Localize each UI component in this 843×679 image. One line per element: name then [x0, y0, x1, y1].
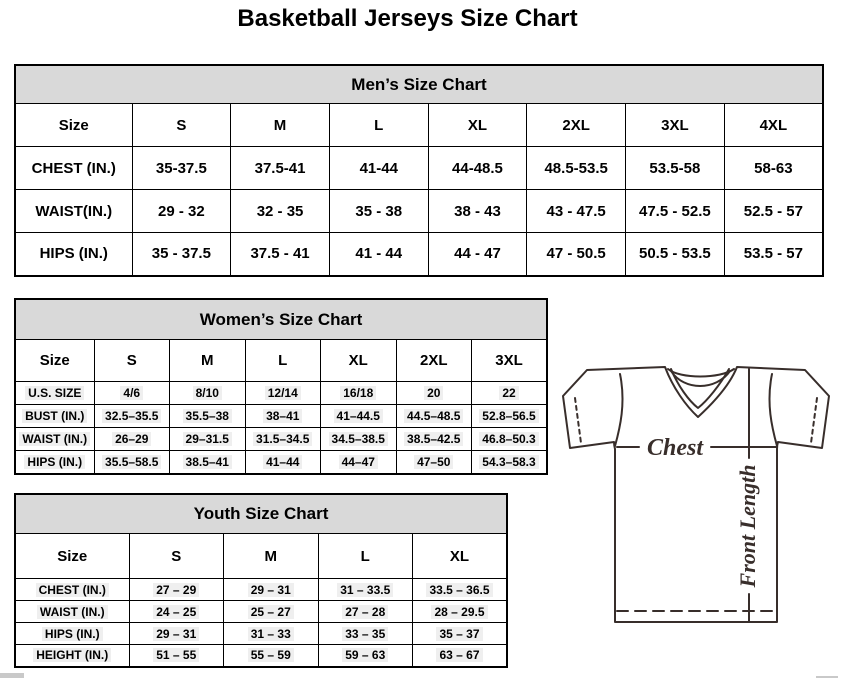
- cell-text: HEIGHT (IN.): [33, 648, 111, 662]
- cell-text: 35 – 37: [436, 627, 482, 641]
- women-value-cell: [170, 451, 246, 474]
- women-value-cell: [94, 428, 170, 451]
- men-value-cell: 53.5-58: [626, 147, 725, 190]
- cell-text: 32.5–35.5: [102, 409, 161, 423]
- cell-text: 38.5–42.5: [404, 432, 463, 446]
- men-value-cell: 38 - 43: [428, 190, 527, 233]
- cell-text: 4/6: [120, 386, 143, 400]
- cell-text: 55 – 59: [248, 648, 294, 662]
- youth-value-cell: [413, 601, 508, 623]
- cell-text: 27 – 28: [342, 605, 388, 619]
- cell-text: WAIST (IN.): [37, 605, 108, 619]
- cell-text: 28 – 29.5: [431, 605, 487, 619]
- men-row-label: CHEST (IN.): [15, 147, 132, 190]
- women-size-col-3: L: [245, 340, 321, 382]
- women-value-cell: [472, 382, 548, 405]
- youth-value-cell: [224, 579, 319, 601]
- women-size-col-0: Size: [15, 340, 94, 382]
- women-row-label: [15, 405, 94, 428]
- cell-text: CHEST (IN.): [36, 583, 109, 597]
- cell-text: 52.8–56.5: [479, 409, 538, 423]
- youth-row-label: [15, 623, 129, 645]
- youth-chart-title: Youth Size Chart: [15, 494, 507, 534]
- youth-value-cell: [413, 645, 508, 667]
- men-size-col-4: XL: [428, 104, 527, 147]
- cell-text: 41–44.5: [334, 409, 383, 423]
- youth-row-label: [15, 579, 129, 601]
- cell-text: 31 – 33.5: [337, 583, 393, 597]
- men-value-cell: 47.5 - 52.5: [626, 190, 725, 233]
- youth-size-col-4: XL: [413, 534, 508, 579]
- cell-text: 24 – 25: [153, 605, 199, 619]
- table-title-row: [15, 65, 823, 104]
- cell-text: 27 – 29: [153, 583, 199, 597]
- women-value-cell: [245, 382, 321, 405]
- men-value-cell: 44-48.5: [428, 147, 527, 190]
- cell-text: 38–41: [263, 409, 302, 423]
- men-size-col-1: S: [132, 104, 231, 147]
- cell-text: HIPS (IN.): [42, 627, 103, 641]
- women-value-cell: [396, 382, 472, 405]
- men-value-cell: 37.5-41: [231, 147, 330, 190]
- men-value-cell: 41 - 44: [329, 233, 428, 276]
- men-value-cell: 35 - 37.5: [132, 233, 231, 276]
- table-row: [15, 147, 823, 190]
- cell-text: 31 – 33: [248, 627, 294, 641]
- youth-value-cell: [129, 645, 224, 667]
- men-value-cell: 43 - 47.5: [527, 190, 626, 233]
- table-row: [15, 428, 547, 451]
- men-value-cell: 58-63: [724, 147, 823, 190]
- size-header-row: [15, 340, 547, 382]
- women-value-cell: [245, 405, 321, 428]
- table-row: [15, 382, 547, 405]
- youth-size-col-1: S: [129, 534, 224, 579]
- men-value-cell: 52.5 - 57: [724, 190, 823, 233]
- cell-text: 38.5–41: [183, 455, 232, 469]
- cell-text: 12/14: [265, 386, 301, 400]
- women-value-cell: [472, 405, 548, 428]
- men-row-label: WAIST(IN.): [15, 190, 132, 233]
- women-size-col-2: M: [170, 340, 246, 382]
- men-size-col-5: 2XL: [527, 104, 626, 147]
- womens-size-chart-table: [14, 298, 548, 475]
- cell-text: 54.3–58.3: [479, 455, 538, 469]
- cell-text: 22: [499, 386, 518, 400]
- table-row: [15, 623, 507, 645]
- women-value-cell: [94, 405, 170, 428]
- cell-text: 31.5–34.5: [253, 432, 312, 446]
- cell-text: 34.5–38.5: [329, 432, 388, 446]
- cell-text: WAIST (IN.): [19, 432, 90, 446]
- women-row-label: [15, 382, 94, 405]
- horizontal-scrollbar-thumb[interactable]: [0, 673, 24, 678]
- cell-text: BUST (IN.): [22, 409, 87, 423]
- cell-text: HIPS (IN.): [24, 455, 85, 469]
- women-value-cell: [396, 451, 472, 474]
- women-value-cell: [94, 382, 170, 405]
- women-value-cell: [396, 428, 472, 451]
- women-value-cell: [321, 382, 397, 405]
- women-value-cell: [245, 451, 321, 474]
- cell-text: 44.5–48.5: [404, 409, 463, 423]
- women-value-cell: [321, 428, 397, 451]
- men-value-cell: 35 - 38: [329, 190, 428, 233]
- women-size-col-5: 2XL: [396, 340, 472, 382]
- youth-value-cell: [224, 623, 319, 645]
- women-value-cell: [170, 405, 246, 428]
- table-row: [15, 405, 547, 428]
- youth-value-cell: [318, 579, 413, 601]
- youth-value-cell: [413, 579, 508, 601]
- jersey-measurement-diagram: [558, 358, 842, 630]
- cell-text: 25 – 27: [248, 605, 294, 619]
- youth-value-cell: [318, 601, 413, 623]
- men-size-col-7: 4XL: [724, 104, 823, 147]
- table-title-row: [15, 494, 507, 534]
- table-row: [15, 579, 507, 601]
- youth-value-cell: [224, 645, 319, 667]
- men-value-cell: 35-37.5: [132, 147, 231, 190]
- youth-value-cell: [318, 645, 413, 667]
- men-value-cell: 44 - 47: [428, 233, 527, 276]
- men-value-cell: 48.5-53.5: [527, 147, 626, 190]
- cell-text: 41–44: [263, 455, 302, 469]
- table-row: [15, 451, 547, 474]
- men-value-cell: 53.5 - 57: [724, 233, 823, 276]
- cell-text: 26–29: [112, 432, 151, 446]
- men-value-cell: 32 - 35: [231, 190, 330, 233]
- youth-value-cell: [318, 623, 413, 645]
- cell-text: 16/18: [340, 386, 376, 400]
- chest-label: Chest: [646, 435, 704, 461]
- women-value-cell: [472, 451, 548, 474]
- mens-size-chart-table: [14, 64, 824, 277]
- cell-text: 29 – 31: [248, 583, 294, 597]
- men-size-col-6: 3XL: [626, 104, 725, 147]
- cell-text: 8/10: [193, 386, 222, 400]
- youth-size-col-2: M: [224, 534, 319, 579]
- men-row-label: HIPS (IN.): [15, 233, 132, 276]
- cell-text: 20: [424, 386, 443, 400]
- table-row: [15, 233, 823, 276]
- women-value-cell: [94, 451, 170, 474]
- youth-size-col-0: Size: [15, 534, 129, 579]
- table-row: [15, 601, 507, 623]
- men-size-col-2: M: [231, 104, 330, 147]
- scrollbar-fragment[interactable]: [816, 676, 838, 678]
- cell-text: 35.5–38: [183, 409, 232, 423]
- women-value-cell: [170, 382, 246, 405]
- women-row-label: [15, 451, 94, 474]
- women-row-label: [15, 428, 94, 451]
- front-length-label: Front Length: [735, 464, 760, 588]
- table-title-row: [15, 299, 547, 340]
- cell-text: 51 – 55: [153, 648, 199, 662]
- cell-text: 47–50: [414, 455, 453, 469]
- youth-value-cell: [129, 579, 224, 601]
- youth-value-cell: [129, 623, 224, 645]
- men-size-col-3: L: [329, 104, 428, 147]
- youth-size-chart-table: [14, 493, 508, 668]
- cell-text: U.S. SIZE: [25, 386, 84, 400]
- youth-value-cell: [413, 623, 508, 645]
- cell-text: 44–47: [339, 455, 378, 469]
- size-header-row: [15, 534, 507, 579]
- men-chart-title: Men’s Size Chart: [15, 65, 823, 104]
- women-chart-title: Women’s Size Chart: [15, 299, 547, 340]
- men-size-col-0: Size: [15, 104, 132, 147]
- youth-value-cell: [224, 601, 319, 623]
- men-value-cell: 50.5 - 53.5: [626, 233, 725, 276]
- youth-row-label: [15, 645, 129, 667]
- cell-text: 63 – 67: [436, 648, 482, 662]
- women-value-cell: [321, 451, 397, 474]
- men-value-cell: 37.5 - 41: [231, 233, 330, 276]
- cell-text: 33.5 – 36.5: [426, 583, 492, 597]
- women-size-col-6: 3XL: [472, 340, 548, 382]
- youth-value-cell: [129, 601, 224, 623]
- cell-text: 59 – 63: [342, 648, 388, 662]
- cell-text: 29–31.5: [183, 432, 232, 446]
- cell-text: 35.5–58.5: [102, 455, 161, 469]
- table-row: [15, 190, 823, 233]
- women-size-col-4: XL: [321, 340, 397, 382]
- youth-size-col-3: L: [318, 534, 413, 579]
- women-size-col-1: S: [94, 340, 170, 382]
- women-value-cell: [170, 428, 246, 451]
- women-value-cell: [396, 405, 472, 428]
- women-value-cell: [245, 428, 321, 451]
- page-title: Basketball Jerseys Size Chart: [237, 5, 578, 32]
- table-row: [15, 645, 507, 667]
- men-value-cell: 29 - 32: [132, 190, 231, 233]
- men-value-cell: 47 - 50.5: [527, 233, 626, 276]
- cell-text: 29 – 31: [153, 627, 199, 641]
- size-header-row: [15, 104, 823, 147]
- collar-band-line: [671, 371, 730, 386]
- youth-row-label: [15, 601, 129, 623]
- women-value-cell: [321, 405, 397, 428]
- cell-text: 33 – 35: [342, 627, 388, 641]
- cell-text: 46.8–50.3: [479, 432, 538, 446]
- men-value-cell: 41-44: [329, 147, 428, 190]
- women-value-cell: [472, 428, 548, 451]
